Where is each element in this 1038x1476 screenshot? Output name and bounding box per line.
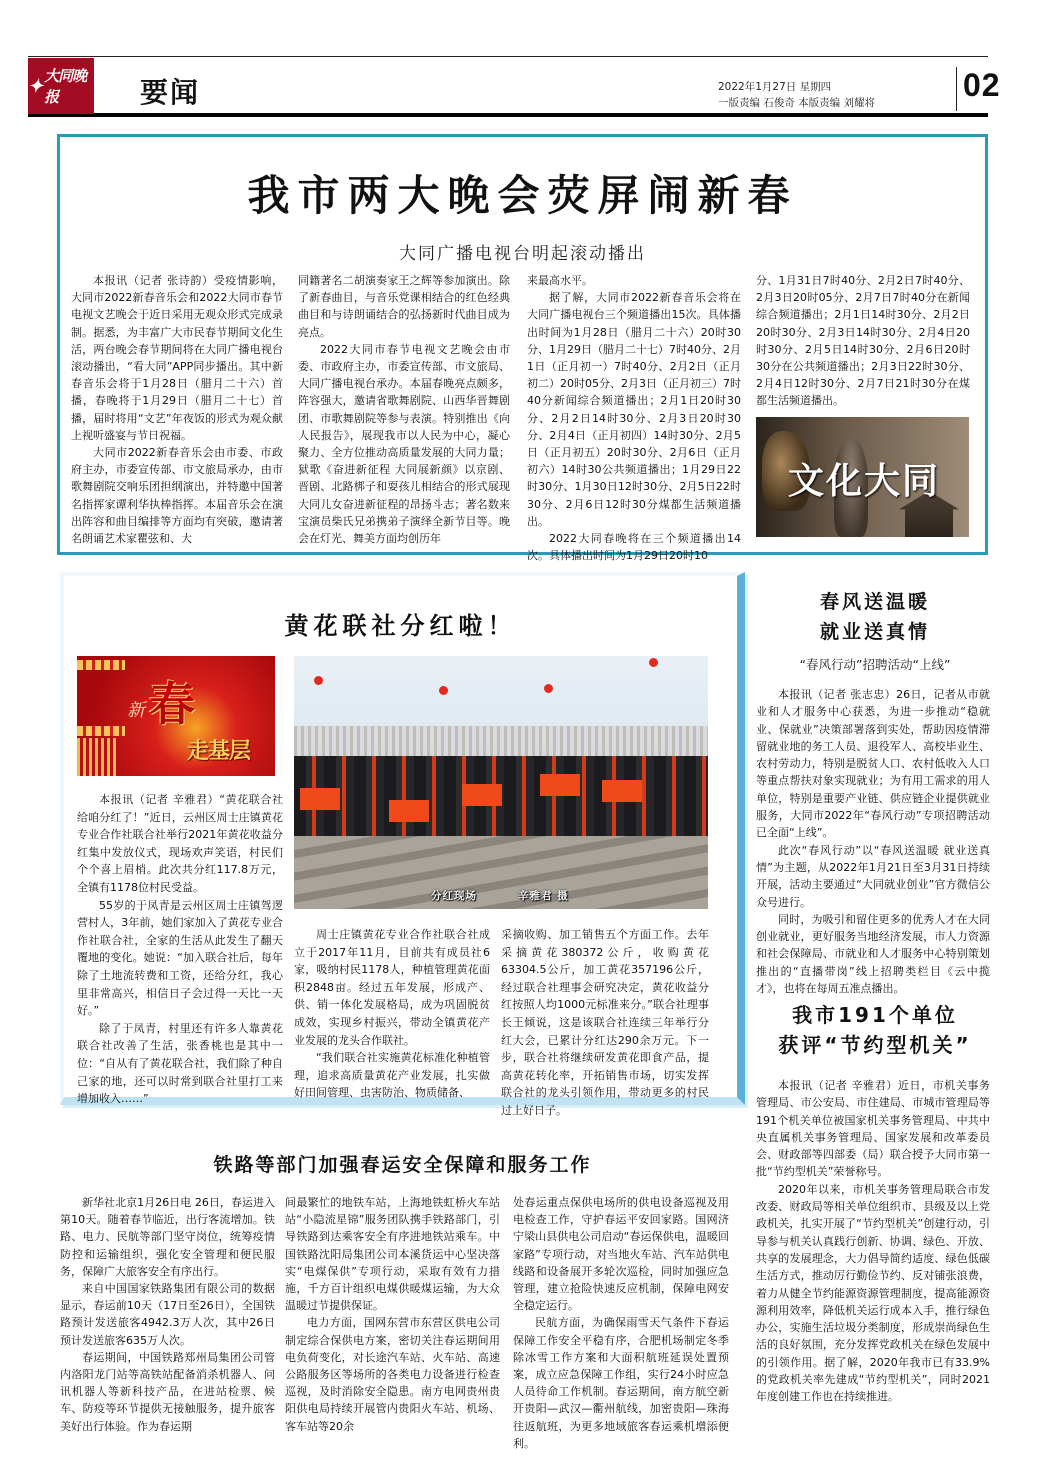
paragraph: “我们联合社实施黄花标准化种植管理，追求高质量黄花产业发展，扎实做好田间管理、虫害防治、物质储备、 (294, 1051, 490, 1100)
masthead (28, 56, 1001, 117)
paragraph: 周士庄镇黄花专业合作社联合社成立于2017年11月，目前共有成员社6家，吸纳村民1178人，种植管理黄花面积2848亩。经过五年发展，形成产、供、销一体化发展格局，成为巩固脱贫成效，实现乡村振兴，带动全镇黄花产业发展的龙头合作联社。 (294, 928, 490, 1047)
paragraph: 大同市2022新春音乐会由市委、市政府主办，市委宣传部、市文旅局承办，由市歌舞剧院交响乐团担纲演出，并特邀中国著名指挥家谭利华执棒指挥。本届音乐会在演出阵容和曲目编排等方面均有突破，邀请著名朗诵艺术家瞿弦和、大 (71, 446, 283, 546)
paragraph: 民航方面，为确保雨雪天气条件下春运保障工作安全平稳有序，合肥机场制定冬季除冰雪工作方案和大面积航班延误处置预案，成立应急保障工作组，实行24小时应急人员待命工作机制。春运期间，南方航空新开贵阳—武汉—衢州航线，加密贵阳—珠海往返航班，为更多地域旅客春运乘机增添便利。 (513, 1316, 729, 1450)
paragraph: 来最高水平。 (527, 274, 593, 287)
article-column (77, 791, 283, 1108)
paragraph: 除了于凤青，村里还有许多人靠黄花联合社改善了生活，张香桃也是其中一位：“自从有了黄花联合社，我们除了种自己家的地，还可以时常到联合社里打工来增加收入……” (77, 1021, 283, 1106)
newspaper-logo (28, 58, 94, 114)
paragraph: 来自中国国家铁路集团有限公司的数据显示，春运前10天（17日至26日），全国铁路预计发送旅客4942.3万人次，其中26日预计发送旅客635万人次。 (60, 1282, 275, 1347)
feature-article (57, 134, 988, 563)
logo-text: 走基层 (187, 739, 251, 764)
subheadline: 大同广播电视台明起滚动播出 (399, 244, 646, 264)
lantern-balloon (544, 684, 553, 693)
paragraph: 处春运重点保供电场所的供电设备巡视及用电检查工作，守护春运平安回家路。国网济宁梁山县供电公司启动“春运保供电，温暖回家路”专项行动，对当地火车站、汽车站供电线路和设备展开多轮次巡检，同时加强应急管理，建立抢险快速反应机制，保障电网安全稳定运行。 (513, 1196, 729, 1313)
photo-caption: 分红现场 (431, 890, 477, 902)
cooperative-article (60, 572, 745, 1117)
paragraph: 春运期间，中国铁路郑州局集团公司管内洛阳龙门站等高铁站配备消杀机器人、问讯机器人等新科技产品，在进站检票、候车、防疫等环节提供无接触服务，提升旅客美好出行体验。作为春运期 (60, 1350, 275, 1433)
photo-credit: 辛雅君 摄 (518, 890, 569, 902)
paragraph: 间最繁忙的地铁车站，上海地铁虹桥火车站站“小隐流星锦”服务团队携手铁路部门，引导铁路到达乘客安全有序进地铁站乘车。中国铁路沈阳局集团公司本溪货运中心坚决落实“电煤保供”专项行动，采取有效有力措施，千方百计组织电煤供暖煤运输，为大众温暖过节提供保证。 (285, 1196, 500, 1313)
spring-wind-headline: 春风送温暖 就业送真情 (819, 591, 930, 643)
date-line: 2022年1月27日 星期四 (718, 81, 832, 93)
lantern-balloon (314, 676, 323, 685)
article-column (294, 926, 490, 1102)
paragraph: 据了解，大同市2022新春音乐会将在大同广播电视台三个频道播出15次。具体播出时间为1月28日（腊月二十六）20时30分、1月29日（腊月二十七）7时40分、2月1日（正月初一）7时40分、2月2日（正月初二）20时05分、2月3日（正月初三）7时40分新闻综合频道播出；2月1日20时30分、2月2日14时30分、2月3日20时30分、2月4日（正月初四）14时30分、2月5日（正月初五）20时30分、2月6日（正月初六）14时30公共频道播出；1月29日22时30分、1月30日12时30分、2月5日22时30分、2月6日12时30分煤都生活频道播出。 (527, 291, 741, 528)
page-number: 02 (963, 67, 1001, 103)
paragraph: 电力方面，国网东营市东营区供电公司制定综合保供电方案，密切关注春运期间用电负荷变化，对长途汽车站、火车站、高速公路服务区等场所的各类电力设备进行检查巡视，及时消除安全隐患。南方电网贵州贵阳供电局持续开展管内贵阳火车站、机场、客车站等20余 (285, 1316, 500, 1433)
logo-text: 大同晚报 (44, 67, 87, 106)
logo-char: 春 (149, 677, 195, 731)
spring-wind-subheadline: “春风行动”招聘活动“上线” (799, 657, 951, 672)
paragraph: 本报讯（记者 辛雅君）近日，市机关事务管理局、市公安局、市住建局、市城市管理局等191个机关单位被国家机关事务管理局、中共中央直属机关事务管理局、国家发展和改革委员会、财政部等四部委（局）联合授予大同市第一批“节约型机关”荣誉称号。 (756, 1079, 990, 1179)
dividend-ceremony-photo (294, 656, 708, 909)
article-column (298, 272, 510, 547)
paragraph: 分、1月31日7时40分、2月2日7时40分、2月3日20时05分、2月7日7时40分在新闻综合频道播出；2月1日14时30分、2月2日20时30分、2月3日14时30分、2月4日20时30分、2月5日14时30分、2月6日20时30分在公共频道播出；2月3日22时30分、2月4日12时30分、2月7日21时30分在煤都生活频道播出。 (756, 274, 970, 408)
paragraph: 2022大同春晚将在三个频道播出14次。具体播出时间为1月29日20时10 (527, 532, 741, 563)
railway-headline: 铁路等部门加强春运安全保障和服务工作 (213, 1154, 592, 1176)
lantern-balloon (649, 658, 658, 667)
paragraph: 本报讯（记者 张志忠）26日，记者从市就业和人才服务中心获悉，为进一步推动“稳就业、保就业”决策部署落到实处，帮助因疫情滞留就业地的务工人员、退役军人、高校毕业生、农村劳动力，特别是脱贫人口、农村低收入人口等重点帮扶对象实现就业；为有用工需求的用人单位，特别是重要产业链、供应链企业提供就业服务，大同市2022年“春风行动”专项招聘活动已全面“上线”。 (756, 688, 990, 840)
article-column (71, 272, 283, 547)
logo-char: 新 (127, 700, 145, 721)
article-column (60, 1194, 275, 1435)
paragraph: 55岁的于凤青是云州区周士庄镇驾逻营村人，3年前，她们家加入了黄花专业合作社联合社，全家的生活从此发生了翻天覆地的变化。她说：“加入联合社后，每年除了土地流转费和工资，还给分红，我心里非常高兴，相信日子会过得一天比一天好。” (77, 898, 283, 1018)
article-column (501, 926, 709, 1120)
paragraph: 同籍著名二胡演奏家王之辉等参加演出。除了新春曲目，与音乐党课相结合的红色经典曲目和与诗朗诵结合的弘扬新时代曲目成为亮点。 (298, 274, 510, 339)
divider (956, 67, 957, 111)
editors-line: 一版责编 石俊奇 本版责编 刘耀将 (718, 97, 876, 109)
issue-info (718, 79, 875, 111)
article-column (756, 272, 970, 410)
section-name: 要闻 (140, 76, 201, 109)
saving-org-article (756, 1077, 990, 1406)
flame-icon: ✦ (28, 75, 43, 97)
headline: 我市两大晚会荧屏闹新春 (247, 171, 798, 220)
paragraph: 此次“春风行动”以“春风送温暖 就业送真情”为主题，从2022年1月21日至3月31日持续开展，活动主要通过“大同就业创业”官方微信公众号进行。 (756, 843, 990, 909)
paragraph: 2020年以来，市机关事务管理局联合市发改委、财政局等相关单位组织市、县级及以上党政机关，扎实开展了“节约型机关”创建行动，引导参与机关认真践行创新、协调、绿色、开放、共享的发展理念，大力倡导简约适度、绿色低碳生活方式，推动厉行勤俭节约、反对铺张浪费，着力从健全节约能源资源管理制度，提高能源资源利用效率，降低机关运行成本入手，推行绿色办公，实施生活垃圾分类制度，形成崇尚绿色生活的良好氛围，充分发挥党政机关在绿色发展中的引领作用。据了解，2020年我市已有33.9%的党政机关率先建成“节约型机关”，同时2021年度创建工作也在持续推进。 (756, 1182, 990, 1404)
article-column (513, 1194, 729, 1452)
paragraph: 新华社北京1月26日电 26日，春运进入第10天。随着春节临近，出行客流增加。铁路、电力、民航等部门坚守岗位，统筹疫情防控和运输组织，强化安全管理和便民服务，保障广大旅客安全有序出行。 (60, 1196, 275, 1278)
paragraph: 同时，为吸引和留住更多的优秀人才在大同创业就业，更好服务当地经济发展，市人力资源和社会保障局、市就业和人才服务中心特别策划推出的“直播带岗”线上招聘类栏目《云中揽才》，也将在每周五准点播出。 (756, 912, 990, 996)
headline: 黄花联社分红啦！ (284, 612, 517, 640)
paragraph: 2022大同市春节电视文艺晚会由市委、市政府主办，市委宣传部、市文旅局、大同广播电视台承办。本届春晚亮点颇多，阵容强大，邀请省歌舞剧院、山西华晋舞剧团、市歌舞剧院等参与表演。特别推出《向人民报告》，展现我市以人民为中心，凝心聚力、全方位推动高质量发展的大同力量；狱歌《奋进新征程 大同展新颜》以京剧、晋剧、北路梆子和耍孩儿相结合的形式展现大同儿女奋进新征程的昂扬斗志；著名数来宝演员柴氏兄弟携弟子演绎全新节目等。晚会在灯光、舞美方面均创历年 (298, 342, 510, 546)
paragraph: 采摘收购、加工销售五个方面工作。去年采摘黄花380372公斤，收购黄花63304.5公斤，加工黄花357196公斤，经过联合社理事会研究决定，黄花收益分红按照人均1000元标准来分。”联合社理事长王倾说，这是该联合社连续三年举行分红大会，已累计分红达290余万元。下一步，联合社将继续研发黄花即食产品，提高黄花转化率，开拓销售市场，切实发挥联合社的龙头引领作用，带动更多的村民过上好日子。 (501, 928, 709, 1117)
culture-datong-image (756, 417, 969, 537)
article-column (285, 1194, 500, 1435)
saving-org-headline: 我市191个单位 获评“节约型机关” (778, 1003, 972, 1057)
article-column (527, 272, 741, 564)
spring-grassroots-logo (77, 656, 275, 776)
spring-wind-article (756, 686, 990, 997)
paragraph: 本报讯（记者 辛雅君）“黄花联合社给咱分红了！”近日，云州区周士庄镇黄花专业合作社联合社举行2021年黄花收益分红集中发放仪式，现场欢声笑语，村民们个个喜上眉梢。此次共分红117.8万元，全镇有1178位村民受益。 (77, 793, 283, 894)
lantern-balloon (439, 686, 448, 695)
paragraph: 本报讯（记者 张诗韵）受疫情影响，大同市2022新春音乐会和2022大同市春节电视文艺晚会于近日采用无观众形式完成录制。据悉，为丰富广大市民春节期间文化生活，两台晚会春节期间将在大同广播电视台滚动播出，“看大同”APP同步播出。其中新春音乐会将于1月28日（腊月二十六）首播，春晚将于1月29日（腊月二十七）首播，届时将用“文艺”年夜饭的形式为观众献上视听盛宴与节日祝福。 (71, 274, 283, 442)
image-title: 文化大同 (788, 460, 941, 502)
